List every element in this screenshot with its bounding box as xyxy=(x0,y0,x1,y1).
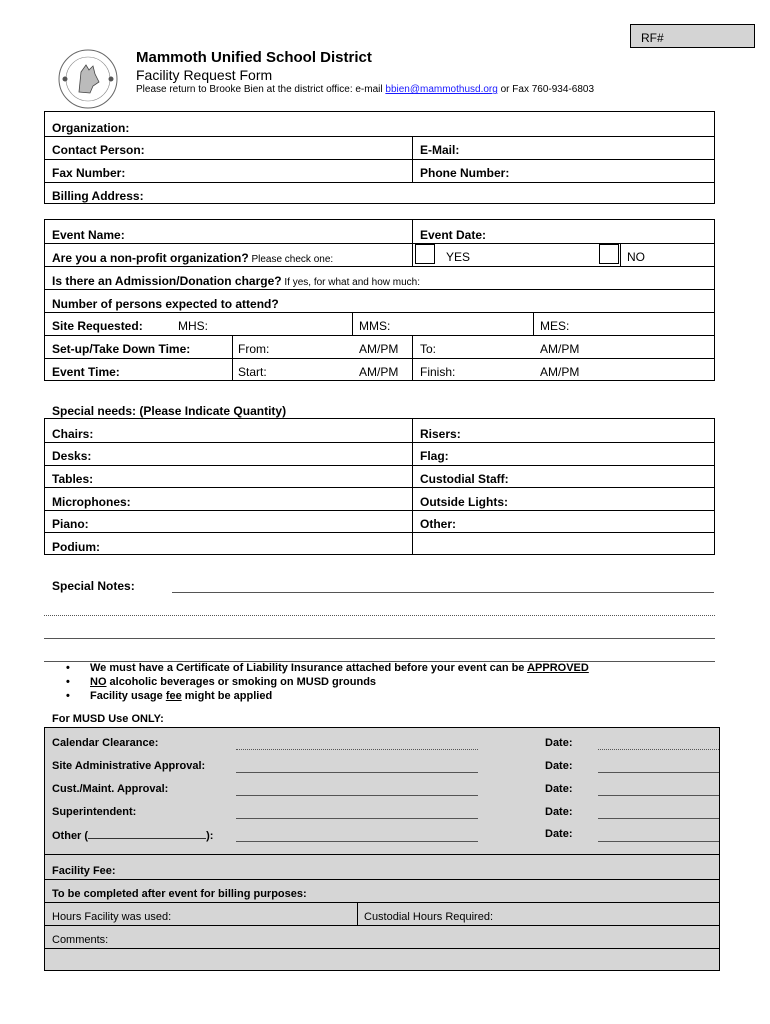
date-label-5: Date: xyxy=(545,828,573,840)
fax-number-field[interactable]: Fax Number: xyxy=(52,166,126,180)
calendar-clearance-signature[interactable] xyxy=(236,749,478,750)
setup-to-field[interactable]: To: xyxy=(420,342,437,356)
yes-checkbox[interactable] xyxy=(415,244,435,264)
event-finish-field[interactable]: Finish: xyxy=(420,365,456,379)
other-close: ): xyxy=(206,830,214,842)
date-field-4[interactable] xyxy=(598,818,719,819)
date-field-2[interactable] xyxy=(598,772,719,773)
yes-label: YES xyxy=(446,250,471,264)
desks-field[interactable]: Desks: xyxy=(52,449,92,463)
phone-number-field[interactable]: Phone Number: xyxy=(420,166,510,180)
district-seal-logo xyxy=(55,48,121,110)
other-approval-label xyxy=(52,828,213,842)
admission-question-text: Is there an Admission/Donation charge? xyxy=(52,274,282,288)
risers-field[interactable]: Risers: xyxy=(420,427,461,441)
event-name-field[interactable]: Event Name: xyxy=(52,228,125,242)
form-title: Facility Request Form xyxy=(136,67,273,83)
organization-field[interactable]: Organization: xyxy=(52,121,130,135)
return-instructions xyxy=(136,84,594,95)
mhs-field[interactable]: MHS: xyxy=(178,319,208,333)
cust-maint-approval-label: Cust./Maint. Approval: xyxy=(52,783,169,795)
event-start-field[interactable]: Start: xyxy=(238,365,267,379)
special-needs-heading: Special needs: (Please Indicate Quantity) xyxy=(52,404,287,418)
event-start-ampm[interactable]: AM/PM xyxy=(359,365,399,379)
office-use-heading: For MUSD Use ONLY: xyxy=(52,713,164,725)
no-checkbox[interactable] xyxy=(599,244,619,264)
rule-fee-emphasis: fee xyxy=(165,690,182,702)
event-date-field[interactable]: Event Date: xyxy=(420,228,487,242)
date-label-3: Date: xyxy=(545,783,573,795)
rule-fee-post: might be applied xyxy=(181,690,273,702)
podium-field[interactable]: Podium: xyxy=(52,540,100,554)
flag-field[interactable]: Flag: xyxy=(420,449,449,463)
mms-field[interactable]: MMS: xyxy=(359,319,391,333)
other-open: Other ( xyxy=(52,830,89,842)
custodial-staff-field[interactable]: Custodial Staff: xyxy=(420,472,509,486)
billing-purposes-note: To be completed after event for billing purposes: xyxy=(52,888,307,900)
cust-maint-signature[interactable] xyxy=(236,795,478,796)
admission-question[interactable] xyxy=(52,274,420,288)
hours-used-field[interactable]: Hours Facility was used: xyxy=(52,911,172,923)
facility-fee-field[interactable]: Facility Fee: xyxy=(52,865,116,877)
special-notes-line-2[interactable] xyxy=(44,615,715,616)
site-requested-label: Site Requested: xyxy=(52,319,143,333)
chairs-field[interactable]: Chairs: xyxy=(52,427,94,441)
superintendent-label: Superintendent: xyxy=(52,806,137,818)
event-time-label: Event Time: xyxy=(52,365,120,379)
mes-field[interactable]: MES: xyxy=(540,319,570,333)
microphones-field[interactable]: Microphones: xyxy=(52,495,131,509)
setup-from-field[interactable]: From: xyxy=(238,342,270,356)
contact-table xyxy=(44,111,715,204)
persons-expected-field[interactable]: Number of persons expected to attend? xyxy=(52,297,279,311)
date-label-1: Date: xyxy=(545,737,573,749)
contact-person-field[interactable]: Contact Person: xyxy=(52,143,145,157)
other-signature[interactable] xyxy=(236,841,478,842)
setup-to-ampm[interactable]: AM/PM xyxy=(540,342,580,356)
special-notes-line-1[interactable] xyxy=(172,592,714,593)
piano-field[interactable]: Piano: xyxy=(52,517,89,531)
event-finish-ampm[interactable]: AM/PM xyxy=(540,365,580,379)
date-field-1[interactable] xyxy=(598,749,719,750)
special-notes-label: Special Notes: xyxy=(52,579,135,593)
superintendent-signature[interactable] xyxy=(236,818,478,819)
tables-field[interactable]: Tables: xyxy=(52,472,94,486)
instructions-suffix: or Fax 760-934-6803 xyxy=(497,84,594,95)
admission-hint: If yes, for what and how much: xyxy=(281,277,420,288)
calendar-clearance-label: Calendar Clearance: xyxy=(52,737,159,749)
rule-no-alcohol-emphasis: NO xyxy=(90,676,107,688)
date-field-3[interactable] xyxy=(598,795,719,796)
rule-fee-pre: Facility usage xyxy=(90,690,166,702)
rule-fee: • Facility usage fee might be applied xyxy=(66,690,273,702)
setup-time-label: Set-up/Take Down Time: xyxy=(52,342,191,356)
date-label-4: Date: xyxy=(545,806,573,818)
rule-no-alcohol: • NO alcoholic beverages or smoking on MUSD grounds xyxy=(66,676,377,688)
rule-insurance-text: We must have a Certificate of Liability Insurance attached before your event can be xyxy=(90,662,528,674)
setup-from-ampm[interactable]: AM/PM xyxy=(359,342,399,356)
date-label-2: Date: xyxy=(545,760,573,772)
special-notes-line-3[interactable] xyxy=(44,638,715,639)
no-label: NO xyxy=(627,250,645,264)
comments-field[interactable]: Comments: xyxy=(52,934,109,946)
site-admin-signature[interactable] xyxy=(236,772,478,773)
other-needs-field[interactable]: Other: xyxy=(420,517,456,531)
outside-lights-field[interactable]: Outside Lights: xyxy=(420,495,508,509)
rf-label: RF# xyxy=(641,31,664,45)
other-blank[interactable] xyxy=(88,828,206,839)
rule-no-alcohol-text: alcoholic beverages or smoking on MUSD grounds xyxy=(106,676,377,688)
nonprofit-hint: Please check one: xyxy=(248,254,334,265)
billing-address-field[interactable]: Billing Address: xyxy=(52,189,144,203)
date-field-5[interactable] xyxy=(598,841,719,842)
site-admin-approval-label: Site Administrative Approval: xyxy=(52,760,206,772)
rule-insurance-emphasis: APPROVED xyxy=(527,662,589,674)
instructions-prefix: Please return to Brooke Bien at the district office: e-mail xyxy=(136,84,386,95)
nonprofit-question xyxy=(52,251,333,265)
nonprofit-question-text: Are you a non-profit organization? xyxy=(52,251,249,265)
rule-insurance: • We must have a Certificate of Liability Insurance attached before your event can be APPROVED xyxy=(66,662,589,674)
custodial-hours-field[interactable]: Custodial Hours Required: xyxy=(364,911,494,923)
district-email-link[interactable]: bbien@mammothusd.org xyxy=(385,84,498,95)
district-name: Mammoth Unified School District xyxy=(136,49,372,66)
email-field[interactable]: E-Mail: xyxy=(420,143,460,157)
